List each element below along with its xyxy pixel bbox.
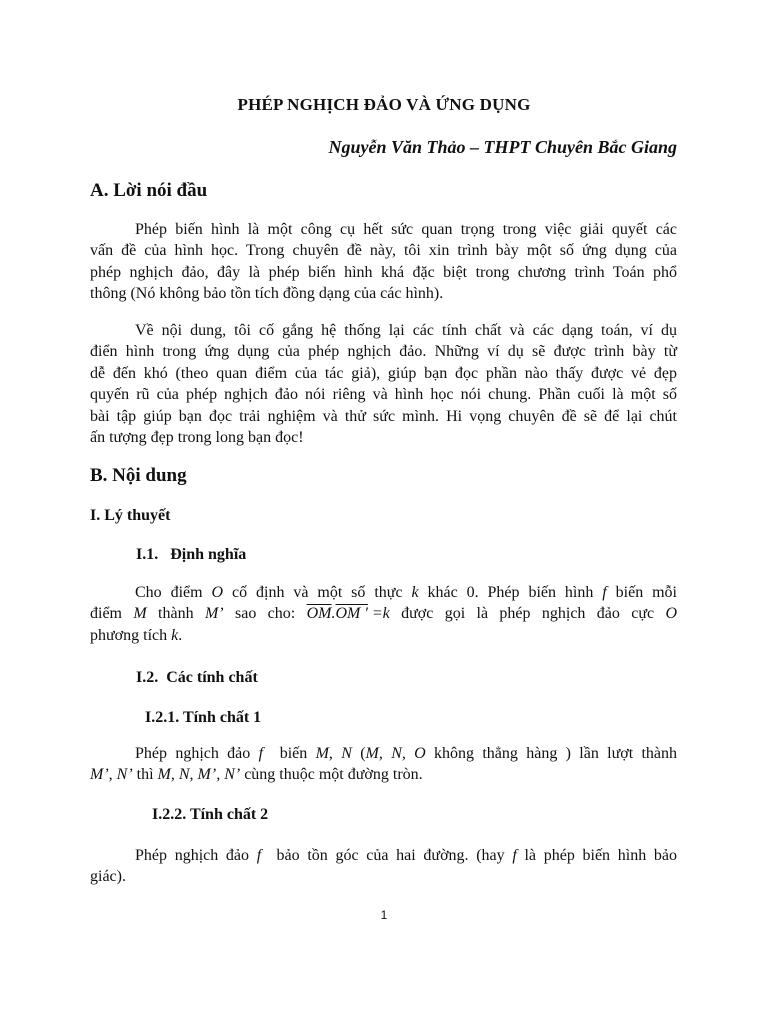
text-line: bài tập giúp bạn đọc trải nghiệm và thử sức mình. Hi vọng chuyên đề sẽ để lại chút: [90, 407, 677, 425]
text-line: vấn đề của hình học. Trong chuyên đề này, tôi xin trình bày một số ứng dụng của: [90, 242, 677, 260]
text-line: Cho điểm O cố định và một số thực k khác 0. Phép biến hình f biến mỗi: [135, 584, 678, 601]
page-number: 1: [380, 908, 388, 922]
section-a-heading: A. Lời nói đầu: [90, 180, 208, 201]
text-line: quyến rũ của phép nghịch đảo nói riêng và hình học nói chung. Phần cuối là một số: [90, 386, 677, 404]
text-line: ấn tượng đẹp trong long bạn đọc!: [90, 429, 304, 447]
inversion-formula: $\overline{OM}.OM$ ' =k: [306, 605, 390, 623]
paragraph-intro-1: [90, 219, 677, 305]
text-line: Phép nghịch đảo f biến M, N (M, N, O không thẳng hàng ) lần lượt thành: [135, 745, 678, 762]
author-line: Nguyễn Văn Thảo – THPT Chuyên Bắc Giang: [328, 137, 677, 157]
text-line: điểm M thành M’ sao cho: $\overline{OM}.OM$ ' =k được gọi là phép nghịch đảo cực O: [90, 603, 677, 624]
text-line: điển hình trong ứng dụng của phép nghịch đảo. Những ví dụ sẽ được trình bày từ: [90, 343, 677, 361]
text-line: M’, N’ thì M, N, M’, N’ cùng thuộc một đường tròn.: [90, 766, 423, 784]
text-line: Phép biến hình là một công cụ hết sức quan trọng trong việc giải quyết các: [135, 221, 677, 238]
paragraph-intro-2: [90, 320, 677, 448]
section-i2-heading: I.2. Các tính chất: [136, 669, 258, 686]
text-line: giác).: [90, 868, 126, 886]
text-line: phép nghịch đảo, đây là phép biến hình khá đặc biệt trong chương trình Toán phổ: [90, 263, 677, 281]
text-line: dễ đến khó (theo quan điểm của tác giả), giúp bạn đọc phần nào thấy được vẻ đẹp: [90, 364, 677, 382]
section-b-heading: B. Nội dung: [90, 465, 187, 486]
section-i-heading: I. Lý thuyết: [90, 507, 171, 524]
section-i1-heading: I.1. Định nghĩa: [136, 546, 247, 563]
paragraph-definition: [90, 582, 677, 646]
text-line: Phép nghịch đảo f bảo tồn góc của hai đường. (hay f là phép biến hình bảo: [135, 847, 677, 864]
text-line: Về nội dung, tôi cố gắng hệ thống lại các tính chất và các dạng toán, ví dụ: [135, 322, 677, 339]
section-i21-heading: I.2.1. Tính chất 1: [145, 709, 262, 726]
paragraph-property-2: [90, 845, 677, 888]
text-line: thông (Nó không bảo tồn tích đồng dạng của các hình).: [90, 285, 444, 303]
section-i22-heading: I.2.2. Tính chất 2: [152, 806, 269, 823]
text-line: phương tích k.: [90, 626, 183, 644]
document-title: PHÉP NGHỊCH ĐẢO VÀ ỨNG DỤNG: [237, 95, 531, 114]
paragraph-property-1: [90, 743, 677, 786]
